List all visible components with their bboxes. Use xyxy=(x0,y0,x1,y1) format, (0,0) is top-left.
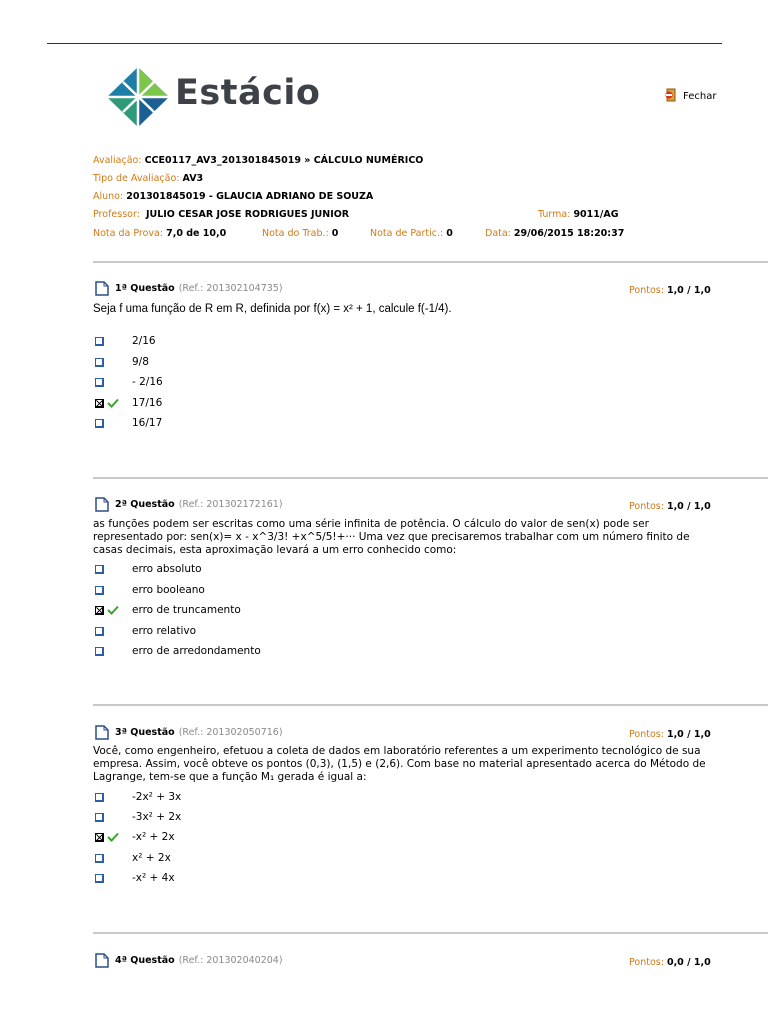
option-4[interactable]: x² + 2x xyxy=(95,851,104,865)
checkbox[interactable] xyxy=(95,358,104,367)
info-professor: Professor: JULIO CESAR JOSE RODRIGUES JUNIOR xyxy=(93,209,350,220)
question-number: 2ª Questão xyxy=(115,499,175,510)
section-divider xyxy=(93,704,768,706)
question-ref: (Ref.: 201302050716) xyxy=(178,727,283,738)
option-5[interactable]: -x² + 4x xyxy=(95,871,104,885)
option-2[interactable]: erro booleano xyxy=(95,583,104,597)
info-nota-trab: Nota do Trab.: 0 xyxy=(262,228,339,239)
info-nota-prova: Nota da Prova: 7,0 de 10,0 xyxy=(93,228,227,239)
correct-check-icon xyxy=(107,605,119,615)
checkbox[interactable] xyxy=(95,647,104,656)
correct-check-icon xyxy=(107,398,119,408)
document-icon xyxy=(95,497,109,512)
question-header xyxy=(95,497,283,512)
info-tipo: Tipo de Avaliação: AV3 xyxy=(93,173,204,184)
info-turma: Turma: 9011/AG xyxy=(538,209,619,220)
checkbox[interactable] xyxy=(95,854,104,863)
question-points: Pontos: 1,0 / 1,0 xyxy=(629,501,711,512)
question-number: 1ª Questão xyxy=(115,283,175,294)
close-label: Fechar xyxy=(683,90,717,102)
option-1[interactable]: 2/16 xyxy=(95,334,104,348)
option-2[interactable]: -3x² + 2x xyxy=(95,810,104,824)
option-1[interactable]: -2x² + 3x xyxy=(95,790,104,804)
option-5[interactable]: erro de arredondamento xyxy=(95,644,104,658)
question-header xyxy=(95,281,283,296)
question-ref: (Ref.: 201302104735) xyxy=(178,283,283,294)
checkbox-checked[interactable] xyxy=(95,833,104,842)
option-2[interactable]: 9/8 xyxy=(95,355,104,369)
info-data: Data: 29/06/2015 18:20:37 xyxy=(485,228,625,239)
option-4[interactable]: 17/16 xyxy=(95,396,119,410)
brand-name: Estácio xyxy=(175,73,321,113)
estacio-logo xyxy=(107,67,321,127)
document-icon xyxy=(95,725,109,740)
top-divider xyxy=(47,43,722,44)
question-number: 3ª Questão xyxy=(115,727,175,738)
checkbox[interactable] xyxy=(95,793,104,802)
checkbox[interactable] xyxy=(95,627,104,636)
correct-check-icon xyxy=(107,832,119,842)
checkbox-checked[interactable] xyxy=(95,606,104,615)
info-avaliacao: Avaliação: CCE0117_AV3_201301845019 » CÁLCULO NUMÉRICO xyxy=(93,155,424,166)
question-points: Pontos: 0,0 / 1,0 xyxy=(629,957,711,968)
question-points: Pontos: 1,0 / 1,0 xyxy=(629,729,711,740)
checkbox[interactable] xyxy=(95,813,104,822)
document-icon xyxy=(95,953,109,968)
info-nota-partic: Nota de Partic.: 0 xyxy=(370,228,453,239)
option-1[interactable]: erro absoluto xyxy=(95,562,104,576)
option-4[interactable]: erro relativo xyxy=(95,624,104,638)
checkbox[interactable] xyxy=(95,419,104,428)
section-divider xyxy=(93,261,768,263)
question-header xyxy=(95,953,283,968)
option-3[interactable]: - 2/16 xyxy=(95,375,104,389)
question-points: Pontos: 1,0 / 1,0 xyxy=(629,285,711,296)
checkbox-checked[interactable] xyxy=(95,399,104,408)
exit-door-icon xyxy=(664,88,679,104)
checkbox[interactable] xyxy=(95,586,104,595)
option-5[interactable]: 16/17 xyxy=(95,416,104,430)
info-aluno: Aluno: 201301845019 - GLAUCIA ADRIANO DE SOUZA xyxy=(93,191,374,202)
question-ref: (Ref.: 201302040204) xyxy=(178,955,283,966)
close-button[interactable] xyxy=(664,88,716,104)
section-divider xyxy=(93,477,768,479)
question-text: Você, como engenheiro, efetuou a coleta de dados em laboratório referentes a um experimento tecnológico de sua empresa. Assim, você obteve os pontos (0,3), (1,5) e (2,6). Com base no material apresentado acerca do Método de Lagrange, tem-se que a função M₁ gerada é igual a: xyxy=(93,745,706,783)
checkbox[interactable] xyxy=(95,337,104,346)
estacio-diamond-icon xyxy=(107,67,169,127)
checkbox[interactable] xyxy=(95,378,104,387)
question-text: as funções podem ser escritas como uma série infinita de potência. O cálculo do valor de sen(x) pode ser representado por: sen(x)= x - x^3/3! +x^5/5!+··· Uma vez que precisaremos trabalhar com um número finito de casas decimais, esta aproximação levará a um erro conhecido como: xyxy=(93,518,690,556)
question-ref: (Ref.: 201302172161) xyxy=(178,499,283,510)
checkbox[interactable] xyxy=(95,565,104,574)
document-icon xyxy=(95,281,109,296)
section-divider xyxy=(93,932,768,934)
question-text: Seja f uma função de R em R, definida por f(x) = x² + 1, calcule f(-1/4). xyxy=(93,303,452,315)
option-3[interactable]: -x² + 2x xyxy=(95,830,119,844)
question-header xyxy=(95,725,283,740)
checkbox[interactable] xyxy=(95,874,104,883)
option-3[interactable]: erro de truncamento xyxy=(95,603,119,617)
question-number: 4ª Questão xyxy=(115,955,175,966)
